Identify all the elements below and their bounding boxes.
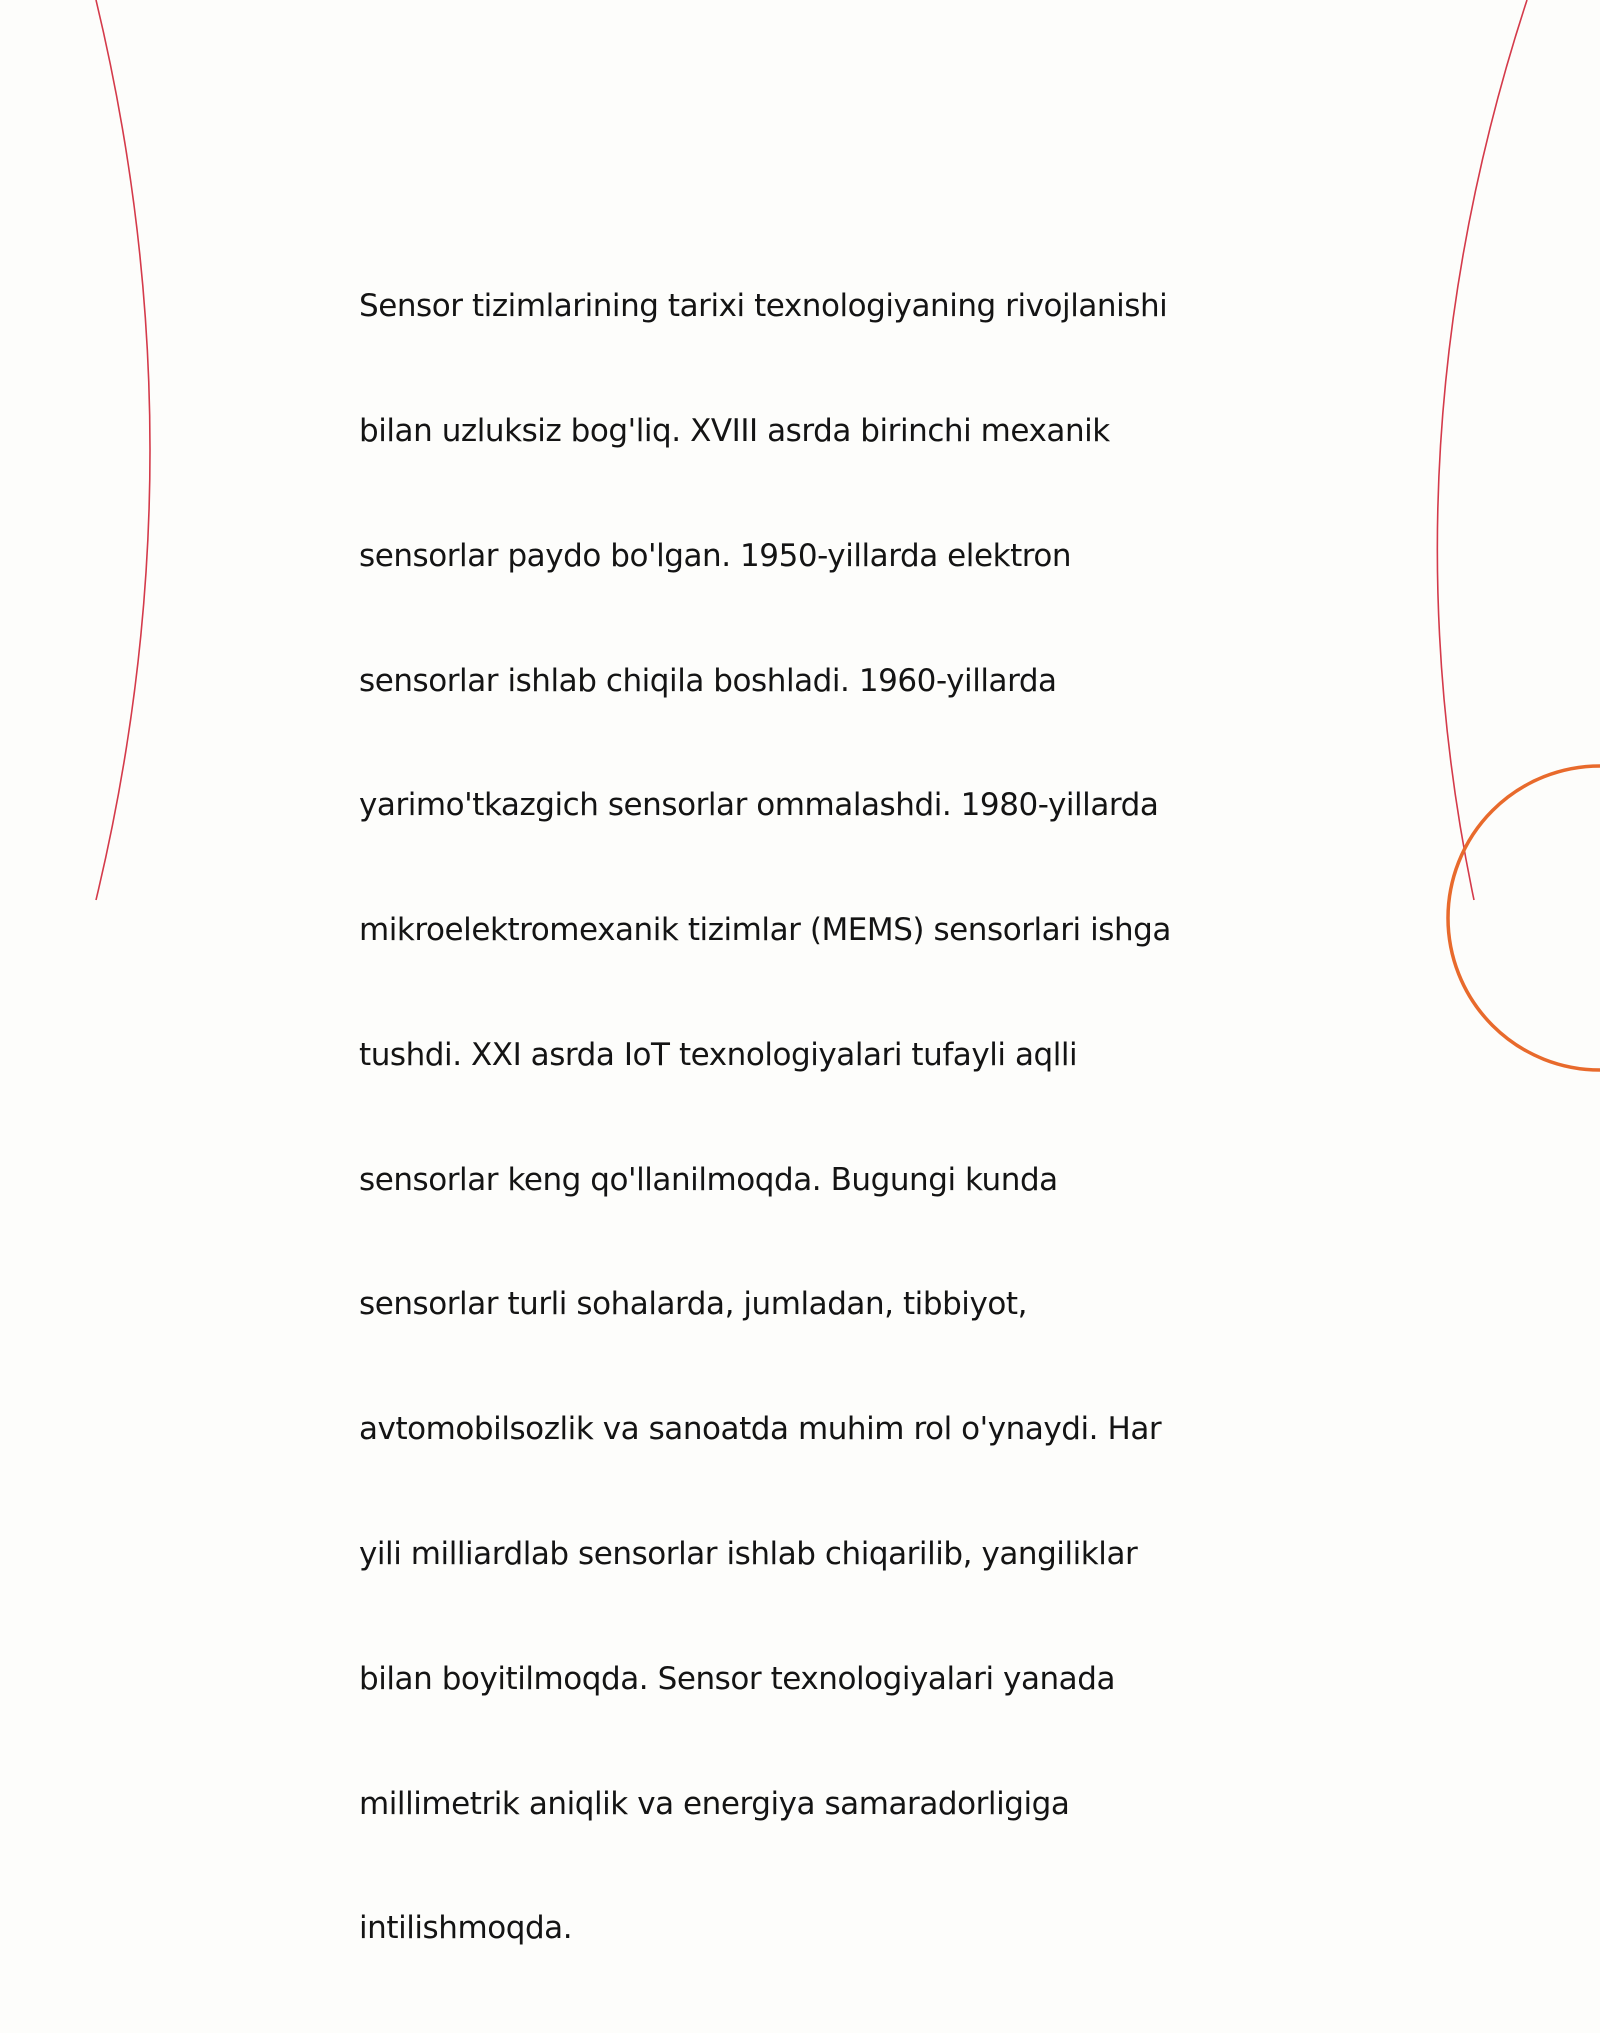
body-line: sensorlar turli sohalarda, jumladan, tibbiyot, [359,1286,1027,1323]
body-line: sensorlar keng qo'llanilmoqda. Bugungi kunda [359,1161,1058,1198]
body-line: Sensor tizimlarining tarixi texnologiyaning rivojlanishi [359,288,1168,325]
body-line: sensorlar paydo bo'lgan. 1950-yillarda elektron [359,537,1072,574]
body-line: yili milliardlab sensorlar ishlab chiqarilib, yangiliklar [359,1536,1138,1572]
left-curve-line [96,0,150,900]
body-text [359,203,1259,2033]
body-line: millimetrik aniqlik va energiya samaradorligiga [359,1785,1070,1822]
body-line: intilishmoqda. [359,1910,573,1947]
right-curve-line [1437,0,1527,900]
body-line: yarimo'tkazgich sensorlar ommalashdi. 1980-yillarda [359,787,1159,824]
body-line: sensorlar ishlab chiqila boshladi. 1960-yillarda [359,662,1057,699]
body-line: bilan boyitilmoqda. Sensor texnologiyalari yanada [359,1660,1116,1697]
body-line: avtomobilsozlik va sanoatda muhim rol o'ynaydi. Har [359,1411,1162,1448]
body-line: mikroelektromexanik tizimlar (MEMS) sensorlari ishga [359,912,1171,949]
orange-accent-circle [1448,766,1600,1070]
body-line: bilan uzluksiz bog'liq. XVIII asrda birinchi mexanik [359,412,1110,449]
body-line: tushdi. XXI asrda IoT texnologiyalari tufayli aqlli [359,1036,1078,1073]
